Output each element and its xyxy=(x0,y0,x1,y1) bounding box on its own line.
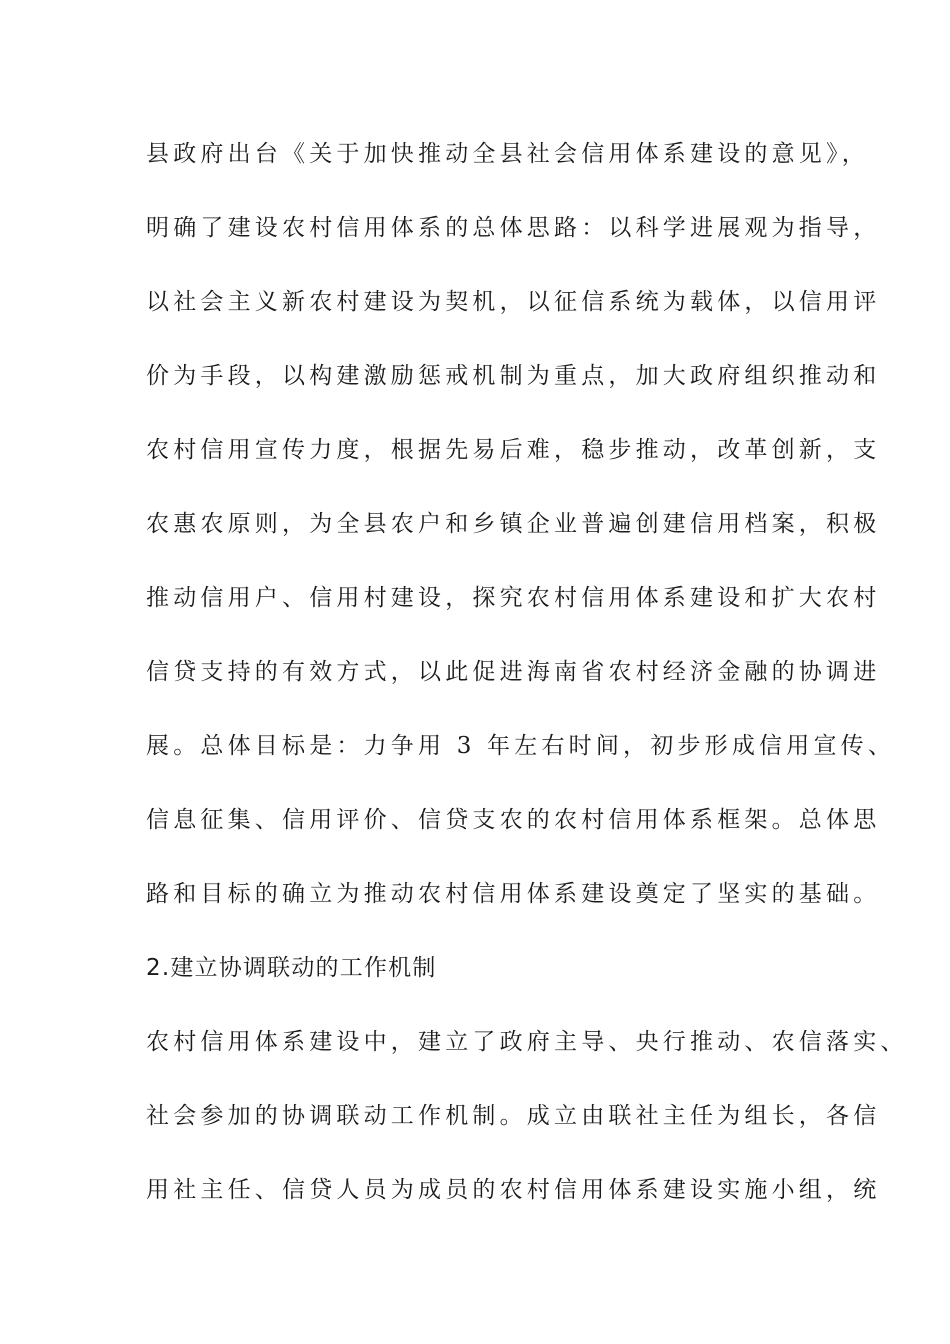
paragraph-line: 农村信用体系建设中，建立了政府主导、央行推动、农信落实、 xyxy=(146,1029,908,1055)
paragraph-line: 明确了建设农村信用体系的总体思路：以科学进展观为指导， xyxy=(146,215,881,241)
paragraph-line: 以社会主义新农村建设为契机，以征信系统为载体，以信用评 xyxy=(146,289,881,315)
paragraph-line: 路和目标的确立为推动农村信用体系建设奠定了坚实的基础。 xyxy=(146,881,881,907)
paragraph-line: 信贷支持的有效方式，以此促进海南省农村经济金融的协调进 xyxy=(146,659,881,685)
paragraph-line: 信息征集、信用评价、信贷支农的农村信用体系框架。总体思 xyxy=(146,807,881,833)
section-heading: 2.建立协调联动的工作机制 xyxy=(146,955,437,981)
paragraph-line: 用社主任、信贷人员为成员的农村信用体系建设实施小组，统 xyxy=(146,1177,881,1203)
paragraph-line: 价为手段，以构建激励惩戒机制为重点，加大政府组织推动和 xyxy=(146,363,881,389)
paragraph-line: 农惠农原则，为全县农户和乡镇企业普遍创建信用档案，积极 xyxy=(146,511,881,537)
paragraph-line: 展。总体目标是：力争用 3 年左右时间，初步形成信用宣传、 xyxy=(146,733,896,759)
paragraph-line: 推动信用户、信用村建设，探究农村信用体系建设和扩大农村 xyxy=(146,585,881,611)
paragraph-line: 社会参加的协调联动工作机制。成立由联社主任为组长，各信 xyxy=(146,1103,881,1129)
paragraph-line: 农村信用宣传力度，根据先易后难，稳步推动，改革创新，支 xyxy=(146,437,881,463)
paragraph-line: 县政府出台《关于加快推动全县社会信用体系建设的意见》， xyxy=(146,141,869,167)
